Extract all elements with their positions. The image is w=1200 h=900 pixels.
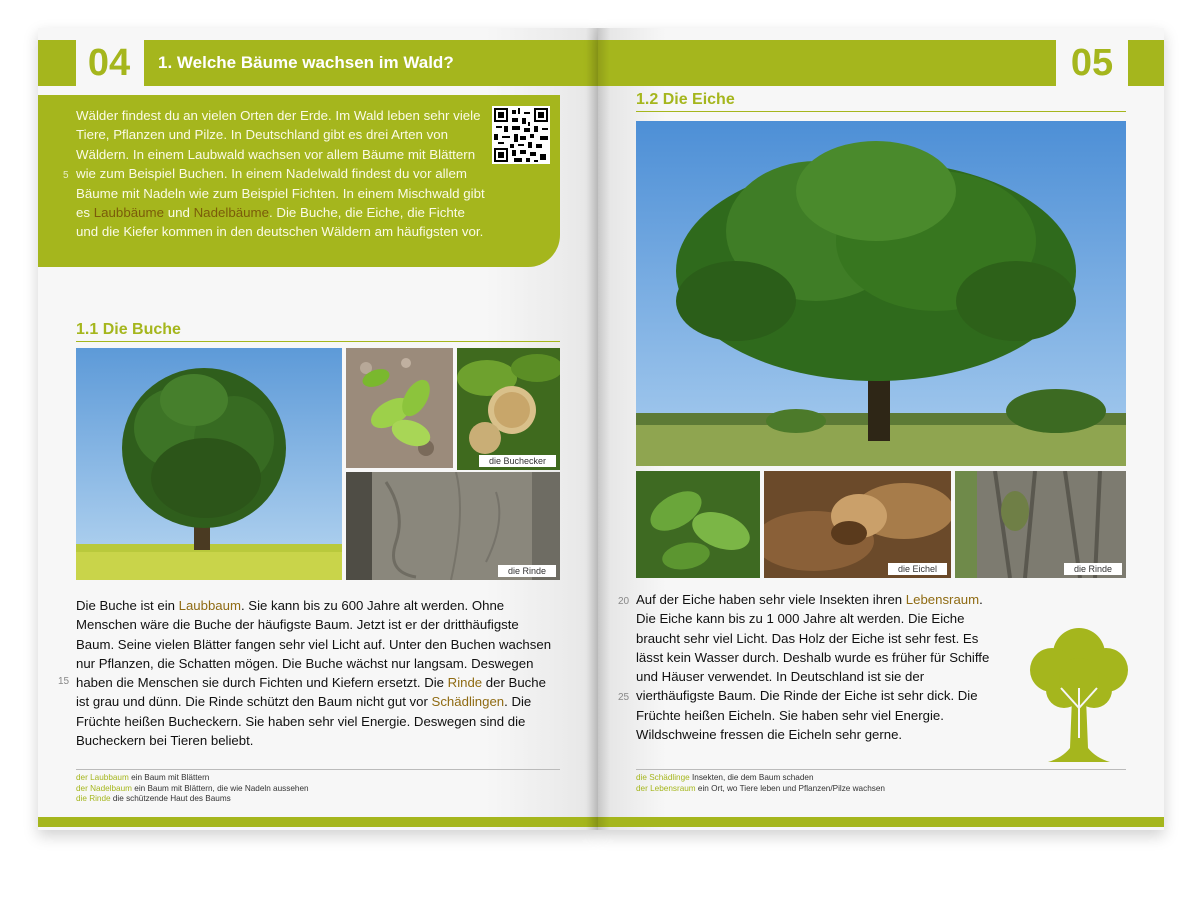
right-page xyxy=(598,28,1164,830)
caption: die Buchecker xyxy=(479,455,556,467)
intro-keyword: Laubbäume xyxy=(93,205,164,221)
glossary-def: Insekten, die dem Baum schaden xyxy=(689,773,814,782)
line-number: 25 xyxy=(618,692,630,703)
header-bar-right-edge xyxy=(1128,40,1164,86)
glossary xyxy=(636,773,1126,794)
text: . Die Eiche kann bis zu 1 000 Jahre alt werden. Die Eiche braucht sehr viel Licht. Das Holz der Eiche ist sehr fest. Es lässt kein Wasser durch. Deshalb wurde es früher für Schiffe und Häuser verwendet. In Deutschland ist sie der vierthäufigste Baum. Die Rinde der Eiche ist sehr dick. Die Früchte heißen Eicheln. Sie haben sehr viel Energie. Wildschweine fressen die Eicheln sehr gerne. xyxy=(636,592,990,743)
page-number: 05 xyxy=(1070,42,1114,84)
glossary-entry xyxy=(76,773,560,784)
glossary-entry xyxy=(636,773,1126,784)
footer-bar xyxy=(598,817,1164,827)
left-page xyxy=(38,28,598,830)
book-spine-shadow xyxy=(586,28,610,830)
glossary-def: ein Baum mit Blättern, die wie Nadeln aussehen xyxy=(131,783,309,793)
beech-leaves-photo xyxy=(346,348,453,468)
section-rule xyxy=(76,341,560,342)
section-title: 1.1 Die Buche xyxy=(76,321,181,338)
intro-keyword: Nadelbäume xyxy=(193,205,269,221)
text: der Buche ist grau und dünn. Die Rinde schützt den Baum nicht gut vor xyxy=(76,675,546,710)
header-bar-left-edge xyxy=(38,40,76,86)
oak-tree-photo xyxy=(636,121,1126,466)
line-number: 20 xyxy=(618,596,630,607)
beech-body-text xyxy=(76,596,560,750)
glossary-entry xyxy=(76,794,560,805)
oak-bark-photo xyxy=(955,471,1126,578)
keyword: Lebensraum xyxy=(905,592,980,607)
footnote-rule xyxy=(76,769,560,770)
beechnut-photo xyxy=(457,348,560,470)
beech-bark-photo xyxy=(346,472,560,580)
section-title: 1.2 Die Eiche xyxy=(636,91,735,108)
glossary-term: der Laubbaum xyxy=(76,773,129,782)
glossary-entry xyxy=(76,784,560,795)
glossary-term: der Lebensraum xyxy=(636,783,696,793)
glossary-entry xyxy=(636,784,1126,795)
section-rule xyxy=(636,111,1126,112)
glossary-def: ein Baum mit Blättern xyxy=(128,773,210,782)
header-bar xyxy=(598,40,1056,86)
qr-code-icon[interactable] xyxy=(492,106,550,164)
text: Auf der Eiche haben sehr viele Insekten ihren xyxy=(636,592,906,607)
footnote-rule xyxy=(636,769,1126,770)
caption: die Rinde xyxy=(1064,563,1122,575)
beech-tree-photo xyxy=(76,348,342,580)
keyword: Laubbaum xyxy=(178,598,241,613)
glossary-term: der Nadelbaum xyxy=(76,783,132,793)
caption: die Rinde xyxy=(498,565,556,577)
glossary-term: die Rinde xyxy=(76,794,111,803)
chapter-title xyxy=(144,40,598,86)
intro-part: Wälder findest du an vielen Orten der Erde. Im Wald leben sehr viele Tiere, Pflanzen und Pilze. In Deutschland gibt es drei Arten von Wäldern. In einem Laubwald wachsen vor allem Bäume mit Blättern wie zum Beispiel Buchen. In einem Nadelwald findest du vor allem Bäume mit Nadeln wie zum Beispiel Fichten. In einem Mischwald gibt es xyxy=(76,108,485,221)
text: . Sie kann bis zu 600 Jahre alt werden. Ohne Menschen wäre die Buche der häufigste Baum. Jetzt ist er der dritthäufigste Baum. Seine vielen Blätter fangen sehr viel Licht auf. Unter den Buchen wachsen nur Pflanzen, die Schatten mögen. Die Buche wächst nur langsam. Deswegen haben die Menschen sie durch Fichten und Kiefern ersetzt. Die xyxy=(76,598,552,691)
text: Die Buche ist ein xyxy=(76,598,179,613)
oak-leaves-photo xyxy=(636,471,760,578)
intro-part: . Die Buche, die Eiche, die Fichte und die Kiefer kommen in den deutschen Wäldern am häufigsten vor. xyxy=(76,205,484,240)
page-number: 04 xyxy=(87,42,131,84)
line-number: 5 xyxy=(63,170,69,181)
caption: die Eichel xyxy=(888,563,947,575)
keyword: Schädlingen xyxy=(431,694,505,710)
intro-text xyxy=(76,106,486,242)
line-number: 15 xyxy=(58,676,70,687)
oak-body-text xyxy=(636,590,998,744)
intro-part: und xyxy=(164,205,194,221)
keyword: Rinde xyxy=(447,675,483,691)
glossary xyxy=(76,773,560,805)
footer-bar xyxy=(38,817,598,827)
text: . Die Früchte heißen Bucheckern. Sie haben sehr viel Energie. Deswegen sind die Bucheckern bei Tieren beliebt. xyxy=(76,694,532,749)
glossary-term: die Schädlinge xyxy=(636,773,690,782)
glossary-def: ein Ort, wo Tiere leben und Pflanzen/Pilze wachsen xyxy=(695,783,885,793)
glossary-def: die schützende Haut des Baums xyxy=(110,794,231,803)
acorn-photo xyxy=(764,471,951,578)
chapter-title-text: 1. Welche Bäume wachsen im Wald? xyxy=(158,53,454,72)
tree-silhouette-icon xyxy=(1026,618,1132,766)
